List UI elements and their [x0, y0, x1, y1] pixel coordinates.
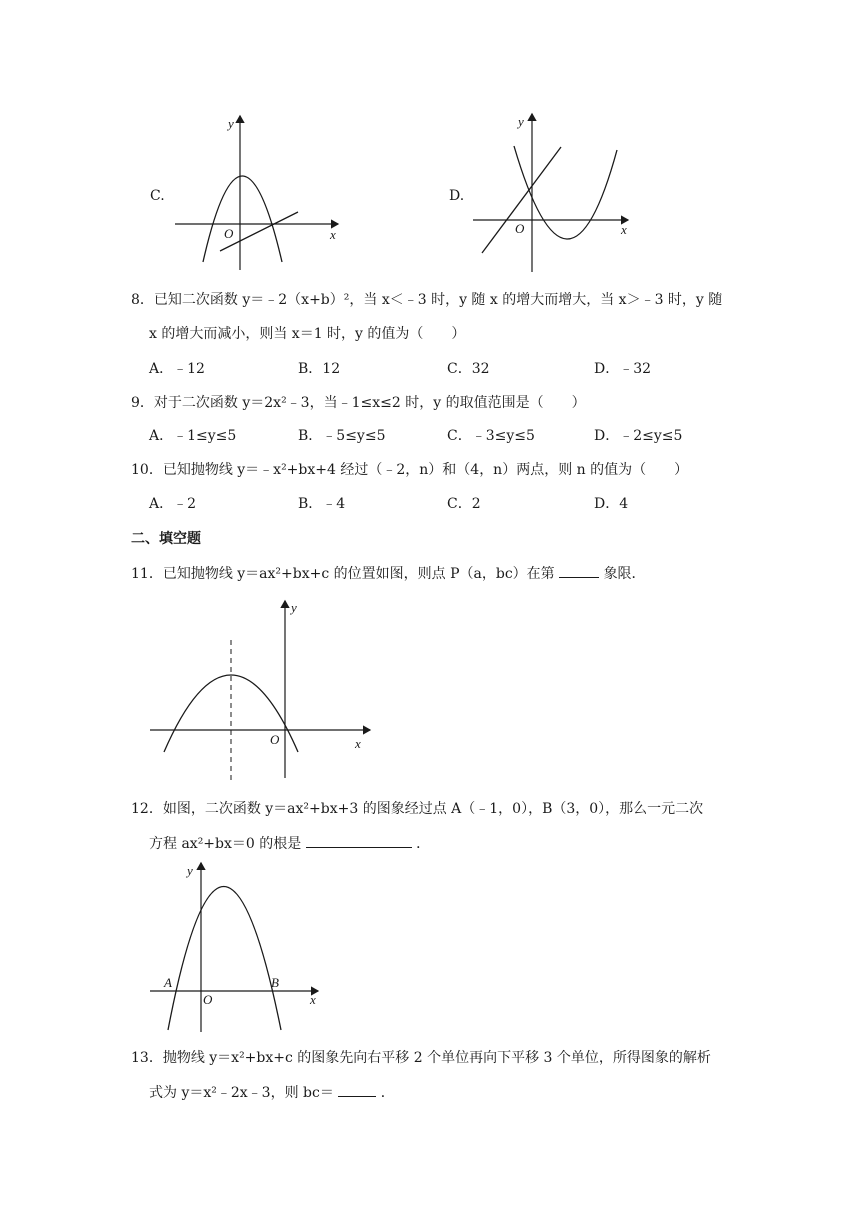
d-y-label: y [518, 114, 524, 129]
q9-option-b: B．﹣5≤y≤5 [298, 428, 386, 444]
q9-line1: 9．对于二次函数 y＝2x²﹣3，当﹣1≤x≤2 时，y 的取值范围是（ ） [131, 395, 586, 411]
q12-y-label: y [187, 863, 193, 878]
q12-line2-prefix: 方程 ax²+bx＝0 的根是 [149, 836, 302, 852]
q12-line2-suffix: ． [416, 836, 431, 852]
q11-prefix: 11．已知抛物线 y＝ax²+bx+c 的位置如图，则点 P（a，bc）在第 [131, 566, 555, 582]
q9-option-c: C．﹣3≤y≤5 [447, 428, 535, 444]
q13-answer-blank[interactable] [338, 1082, 376, 1097]
q8-option-a: A．﹣12 [149, 361, 205, 377]
q10-option-d: D．4 [594, 496, 629, 512]
c-origin-label: O [224, 226, 234, 241]
q10-line1: 10．已知抛物线 y＝﹣x²+bx+4 经过（﹣2，n）和（4，n）两点，则 n 的值为（ ） [131, 462, 689, 478]
q10-option-a: A．﹣2 [149, 496, 197, 512]
option-c-label: C. [150, 188, 165, 204]
q13-line2 [149, 1082, 395, 1103]
q8-option-d: D．﹣32 [594, 361, 652, 377]
q13-line2-suffix: ． [380, 1085, 395, 1101]
q8-line1: 8．已知二次函数 y＝﹣2（x+b）²，当 x＜﹣3 时，y 随 x 的增大而增大，当 x＞﹣3 时，y 随 [131, 292, 723, 308]
q8-line2: x 的增大而减小，则当 x＝1 时，y 的值为（ ） [149, 326, 466, 342]
q9-option-d: D．﹣2≤y≤5 [594, 428, 683, 444]
q12-origin-label: O [203, 992, 213, 1007]
q12-parabola [168, 887, 281, 1031]
q11-y-label: y [291, 600, 297, 615]
d-x-label: x [621, 222, 627, 237]
q12-x-label: x [310, 992, 316, 1007]
q10-option-b: B．﹣4 [298, 496, 346, 512]
c-y-label: y [228, 116, 234, 131]
q12-point-a-label: A [164, 975, 172, 990]
q11-suffix: 象限． [603, 566, 646, 582]
q8-option-c: C．32 [447, 361, 490, 377]
q11-x-label: x [355, 736, 361, 751]
q12-line1: 12．如图，二次函数 y＝ax²+bx+3 的图象经过点 A（﹣1，0），B（3，0），那么一元二次 [131, 801, 704, 817]
c-x-label: x [330, 227, 336, 242]
q13-line2-prefix: 式为 y＝x²﹣2x﹣3，则 bc＝ [149, 1085, 334, 1101]
option-d-label: D. [449, 188, 465, 204]
q13-line1: 13．抛物线 y＝x²+bx+c 的图象先向右平移 2 个单位再向下平移 3 个单位，所得图象的解析 [131, 1050, 711, 1066]
q8-option-b: B．12 [298, 361, 341, 377]
q12-point-b-label: B [271, 975, 279, 990]
q11-origin-label: O [270, 732, 280, 747]
q10-option-c: C．2 [447, 496, 481, 512]
d-origin-label: O [515, 221, 525, 236]
section-title: 二、填空题 [131, 531, 201, 547]
q9-option-a: A．﹣1≤y≤5 [149, 428, 237, 444]
